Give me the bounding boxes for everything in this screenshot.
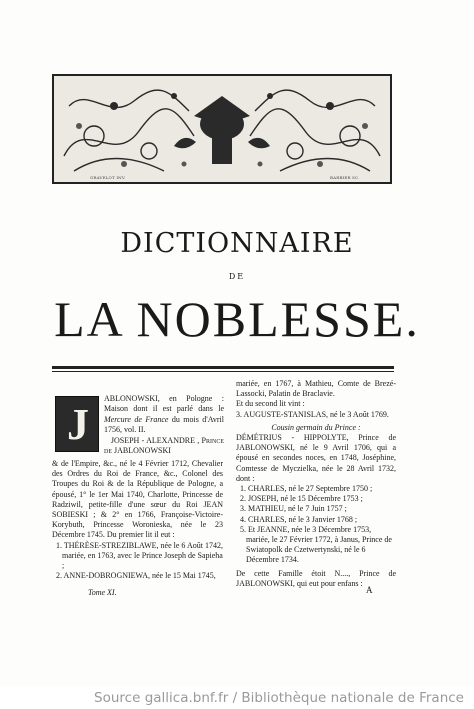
lead-italic: Mercure de France <box>104 414 169 424</box>
list-item: 1. CHARLES, né le 27 Septembre 1750 ; <box>240 484 373 494</box>
list-item: 2. ANNE-DOBROGNIEWA, née le 15 Mai 1745, <box>56 571 216 581</box>
left-children-list <box>52 541 223 582</box>
list-item: 4. CHARLES, né le 3 Janvier 1768 ; <box>240 514 358 524</box>
title-dictionnaire: DICTIONNAIRE <box>120 228 354 259</box>
engraved-header-ornament <box>52 74 392 184</box>
double-rule-thin <box>52 371 394 372</box>
engraver-credit-right: BARBIER SC. <box>330 175 360 180</box>
list-item: 3. MATHIEU, né le 7 Juin 1757 ; <box>240 504 347 514</box>
source-footer-text: Source gallica.bnf.fr / Bibliothèque nationale de France <box>94 690 464 706</box>
right-item-3: 3. AUGUSTE-STANISLAS, né le 3 Août 1769. <box>236 409 389 419</box>
engraver-credit-left: GRAVELOT INV. <box>90 175 126 180</box>
closing-paragraph: De cette Famille étoit N...., Prince de JABLONOWSKI, qui eut pour enfans : <box>236 568 396 588</box>
list-item: 5. Et JEANNE, née le 3 Décembre 1753, mariée, le 27 Février 1772, à Janus, Prince de Swiatopolk de Czetwertynski, né le 6 Décembre 1734. <box>240 524 392 565</box>
left-column <box>52 459 223 581</box>
list-item: 2. JOSEPH, né le 15 Décembre 1753 ; <box>240 494 363 504</box>
right-continuation: mariée, en 1767, à Mathieu, Comte de Brezé-Lassocki, Palatin de Braclavie. <box>236 379 396 399</box>
second-bed-line: Et du second lit vint : <box>236 399 305 409</box>
title-la-noblesse: LA NOBLESSE. <box>54 291 420 347</box>
left-body: & de l'Empire, &c., né le 4 Février 1712, Chevalier des Ordres du Roi de France, &c., Colonel des Troupes du Roi & de la République de Pologne, a épousé, 1° le 1er Mai 1740, Charlotte, Princesse de Radziwil, petite-fille d'une sœur du Roi JEAN SOBIESKI ; & 2° en 1766, Françoise-Victoire-Korybuth, Princesse Woronieska, née le 23 Décembre 1745. Du premier lit il eut : <box>52 459 223 540</box>
ornament-drawing <box>54 76 390 182</box>
signature-mark: A <box>366 585 373 595</box>
right-column <box>236 379 396 589</box>
tome-marker: Tome XI. <box>88 588 117 597</box>
list-item: 1. THÉRÈSE-STREZIBLAWE, née le 6 Août 1742, mariée, en 1763, avec le Prince Joseph de Sapieha ; <box>56 540 223 571</box>
lead-text: ABLONOWSKI, en Pologne : Maison dont il est parlé dans le <box>104 394 224 414</box>
cousin-heading: Cousin germain du Prince : <box>271 422 361 432</box>
cousin-body: DÉMÉTRIUS - HIPPOLYTE, Prince de JABLONOWSKI, né le 9 Avril 1706, qui a épousé en secondes noces, en 1748, Joséphine, Comtesse de Myczielka, née le 28 Avril 1732, dont : <box>236 433 396 483</box>
right-children-list <box>236 484 396 566</box>
lead-rest: du mois d'Avril 1756, vol. II. <box>104 414 225 435</box>
title-de: DE <box>228 272 246 281</box>
ornamental-dropcap <box>55 396 99 452</box>
lead-name: JOSEPH - ALEXANDRE , Prince de JABLONOWSKI <box>104 435 225 456</box>
source-footer <box>0 686 474 709</box>
double-rule-thick <box>52 366 394 369</box>
lead-paragraph <box>104 394 224 456</box>
dropcap-letter: J <box>67 400 89 449</box>
